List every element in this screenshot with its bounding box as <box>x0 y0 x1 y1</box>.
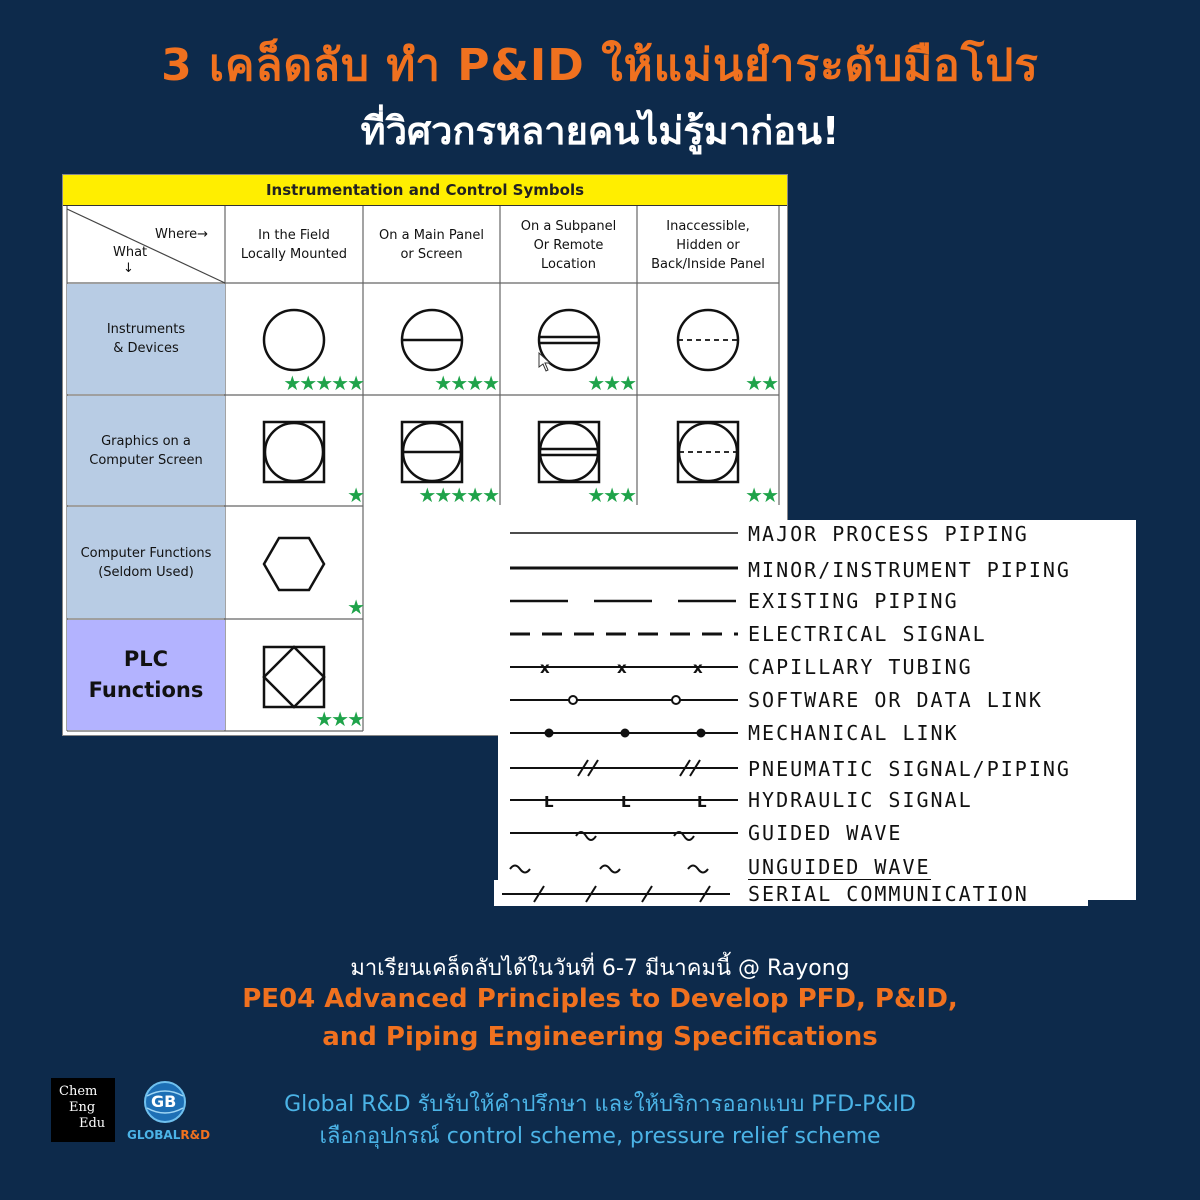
field-instrument-symbol <box>264 310 324 370</box>
corner-where: Where→ <box>155 227 209 242</box>
legend-label: SOFTWARE OR DATA LINK <box>748 688 1043 712</box>
global-rd-logo: GB GLOBALR&D <box>125 1076 205 1146</box>
serial-communication-row <box>494 880 1088 906</box>
guided-wave-line <box>510 832 738 840</box>
line-legend <box>498 520 1136 900</box>
legend-label: SERIAL COMMUNICATION <box>748 882 1029 906</box>
computer-function-symbol <box>264 538 324 590</box>
column-header-field: In the Field Locally Mounted <box>240 228 348 262</box>
chemengedu-logo: Chem Eng Edu <box>51 1078 115 1142</box>
corner-what: What <box>113 245 148 260</box>
svg-text:L: L <box>544 793 554 811</box>
legend-label: UNGUIDED WAVE <box>748 855 931 879</box>
rating-stars: ★★★ <box>315 707 363 731</box>
page-subtitle: ที่วิศวกรหลายคนไม่รู้มาก่อน! <box>360 109 840 153</box>
pneumatic-signal-line <box>510 760 738 776</box>
services-line1: Global R&D รับรับให้คำปรึกษา และให้บริการออกแบบ PFD-P&ID <box>284 1092 916 1117</box>
row-label-plc: PLC Functions <box>67 620 225 730</box>
page-title: 3 เคล็ดลับ ทำ P&ID ให้แม่นยำระดับมือโปร <box>161 40 1039 91</box>
column-header-inaccessible: Inaccessible, Hidden or Back/Inside Panel <box>651 218 765 272</box>
rating-stars: ★★★ <box>587 371 635 395</box>
course-title-line2: and Piping Engineering Specifications <box>322 1022 878 1052</box>
symbol-table-caption: Instrumentation and Control Symbols <box>63 175 787 206</box>
legend-label: PNEUMATIC SIGNAL/PIPING <box>748 757 1071 781</box>
capillary-tubing-line <box>510 659 738 677</box>
mechanical-link-line <box>510 729 738 737</box>
svg-text:x: x <box>693 659 703 677</box>
plc-function-symbol <box>264 647 324 707</box>
legend-label: ELECTRICAL SIGNAL <box>748 622 987 646</box>
row-label-graphics: Graphics on a Computer Screen <box>67 396 225 505</box>
legend-label: MECHANICAL LINK <box>748 721 959 745</box>
row-label-computer-functions: Computer Functions (Seldom Used) <box>67 507 225 618</box>
svg-text:x: x <box>617 659 627 677</box>
column-header-subpanel: On a Subpanel Or Remote Location <box>520 218 617 272</box>
rating-stars: ★★★★ <box>434 371 498 395</box>
rating-stars: ★★★★★ <box>283 371 363 395</box>
serial-communication-line <box>494 880 734 906</box>
svg-text:L: L <box>697 793 707 811</box>
unguided-wave-line <box>510 866 708 873</box>
legend-label: GUIDED WAVE <box>748 821 903 845</box>
rating-stars: ★★ <box>745 371 777 395</box>
line-samples <box>498 520 748 900</box>
legend-label: CAPILLARY TUBING <box>748 655 973 679</box>
hydraulic-signal-line <box>510 793 738 811</box>
corner-arrow: ↓ <box>123 261 134 276</box>
rating-stars: ★★★★★ <box>418 483 498 507</box>
legend-label: EXISTING PIPING <box>748 589 959 613</box>
legend-label: MAJOR PROCESS PIPING <box>748 522 1029 546</box>
column-header-main-panel: On a Main Panel or Screen <box>379 228 484 262</box>
legend-label: HYDRAULIC SIGNAL <box>748 788 973 812</box>
row-label-instruments: Instruments & Devices <box>67 284 225 394</box>
svg-text:L: L <box>621 793 631 811</box>
rating-stars: ★ <box>347 483 363 507</box>
svg-text:x: x <box>540 659 550 677</box>
rating-stars: ★ <box>347 595 363 619</box>
rating-stars: ★★★ <box>587 483 635 507</box>
legend-label: MINOR/INSTRUMENT PIPING <box>748 558 1071 582</box>
course-title-line1: PE04 Advanced Principles to Develop PFD, P&ID, <box>242 984 958 1014</box>
course-date: มาเรียนเคล็ดลับได้ในวันที่ 6-7 มีนาคมนี้ @ Rayong <box>350 956 850 981</box>
services-line2: เลือกอุปกรณ์ control scheme, pressure relief scheme <box>319 1124 881 1149</box>
software-data-link-line <box>510 696 738 704</box>
rating-stars: ★★ <box>745 483 777 507</box>
